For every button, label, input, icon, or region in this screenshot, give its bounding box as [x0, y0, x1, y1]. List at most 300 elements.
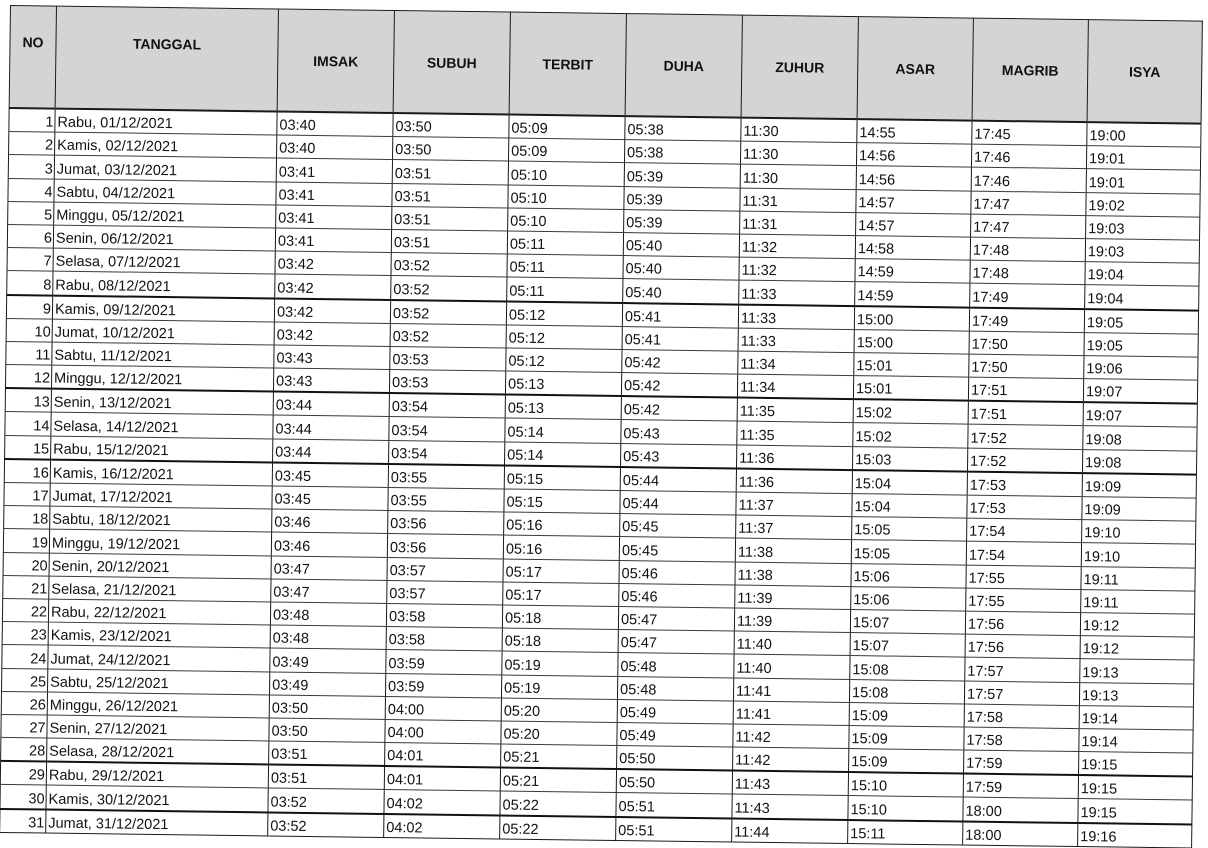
cell-imsak: 03:49 [270, 648, 386, 673]
cell-terbit: 05:15 [504, 489, 620, 514]
cell-magrib: 17:51 [968, 377, 1083, 402]
cell-isya: 19:13 [1079, 682, 1193, 707]
cell-magrib: 17:52 [968, 425, 1083, 450]
cell-tanggal: Sabtu, 04/12/2021 [54, 179, 276, 205]
cell-zuhur: 11:38 [735, 562, 851, 587]
cell-asar: 15:07 [850, 609, 965, 634]
cell-asar: 15:06 [851, 586, 966, 611]
cell-isya: 19:16 [1078, 823, 1192, 848]
cell-duha: 05:43 [621, 443, 737, 468]
cell-asar: 15:06 [851, 563, 966, 588]
cell-zuhur: 11:42 [733, 747, 849, 772]
cell-magrib: 17:46 [971, 144, 1086, 169]
cell-subuh: 03:53 [389, 370, 505, 395]
cell-no: 11 [6, 341, 52, 365]
cell-zuhur: 11:39 [735, 585, 851, 610]
cell-subuh: 04:00 [385, 696, 501, 721]
cell-subuh: 03:54 [389, 440, 505, 465]
cell-imsak: 03:42 [274, 322, 390, 347]
cell-subuh: 03:54 [389, 417, 505, 442]
cell-magrib: 17:57 [965, 657, 1080, 682]
cell-subuh: 03:52 [391, 253, 507, 278]
cell-magrib: 17:58 [964, 727, 1079, 752]
cell-no: 24 [2, 645, 48, 669]
header-zuhur: ZUHUR [741, 15, 858, 119]
cell-no: 26 [1, 691, 47, 715]
cell-magrib: 17:46 [971, 167, 1086, 192]
cell-tanggal: Minggu, 19/12/2021 [49, 529, 271, 555]
cell-duha: 05:39 [624, 163, 740, 188]
cell-asar: 15:02 [853, 399, 968, 424]
cell-isya: 19:05 [1084, 309, 1198, 334]
cell-isya: 19:14 [1079, 728, 1193, 753]
cell-isya: 19:15 [1079, 752, 1193, 777]
cell-asar: 14:57 [856, 189, 971, 214]
cell-tanggal: Rabu, 22/12/2021 [48, 599, 270, 625]
cell-zuhur: 11:33 [738, 304, 854, 329]
cell-duha: 05:50 [616, 769, 732, 794]
cell-tanggal: Senin, 06/12/2021 [53, 225, 275, 251]
cell-zuhur: 11:39 [734, 608, 850, 633]
cell-asar: 15:05 [852, 517, 967, 542]
cell-terbit: 05:12 [506, 325, 622, 350]
cell-terbit: 05:16 [504, 512, 620, 537]
cell-duha: 05:40 [623, 279, 739, 304]
cell-zuhur: 11:36 [736, 468, 852, 493]
cell-tanggal: Rabu, 08/12/2021 [53, 271, 275, 298]
cell-subuh: 03:52 [391, 276, 507, 301]
cell-magrib: 17:57 [964, 681, 1079, 706]
cell-duha: 05:44 [620, 467, 736, 492]
cell-subuh: 03:50 [393, 113, 509, 138]
cell-magrib: 17:50 [969, 354, 1084, 379]
cell-tanggal: Selasa, 28/12/2021 [47, 738, 269, 765]
cell-tanggal: Senin, 20/12/2021 [49, 553, 271, 579]
cell-subuh: 03:51 [391, 229, 507, 254]
cell-subuh: 03:51 [392, 183, 508, 208]
cell-tanggal: Senin, 13/12/2021 [51, 389, 273, 416]
cell-terbit: 05:14 [505, 442, 621, 467]
cell-imsak: 03:45 [272, 462, 388, 487]
cell-terbit: 05:12 [506, 301, 622, 326]
cell-tanggal: Jumat, 24/12/2021 [48, 645, 270, 671]
cell-tanggal: Selasa, 21/12/2021 [49, 576, 271, 602]
cell-no: 5 [8, 201, 54, 225]
cell-tanggal: Sabtu, 18/12/2021 [50, 506, 272, 532]
cell-asar: 15:10 [848, 772, 963, 797]
cell-imsak: 03:44 [273, 392, 389, 417]
cell-isya: 19:07 [1083, 379, 1197, 404]
cell-asar: 15:05 [851, 540, 966, 565]
cell-terbit: 05:13 [505, 395, 621, 420]
cell-terbit: 05:10 [508, 161, 624, 186]
cell-duha: 05:51 [616, 817, 732, 842]
cell-duha: 05:46 [619, 583, 735, 608]
cell-duha: 05:39 [624, 209, 740, 234]
cell-subuh: 03:58 [386, 603, 502, 628]
cell-no: 22 [2, 598, 48, 622]
cell-zuhur: 11:35 [737, 398, 853, 423]
cell-isya: 19:08 [1083, 426, 1197, 451]
header-row [9, 6, 1202, 124]
schedule-body [0, 108, 1201, 848]
cell-zuhur: 11:41 [733, 701, 849, 726]
cell-duha: 05:38 [624, 140, 740, 165]
cell-subuh: 03:50 [393, 137, 509, 162]
cell-subuh: 03:55 [388, 464, 504, 489]
cell-imsak: 03:48 [270, 602, 386, 627]
cell-isya: 19:01 [1086, 169, 1200, 194]
cell-imsak: 03:52 [268, 812, 384, 837]
cell-no: 2 [9, 132, 55, 156]
cell-imsak: 03:44 [273, 415, 389, 440]
cell-subuh: 03:51 [392, 206, 508, 231]
cell-zuhur: 11:34 [737, 374, 853, 399]
cell-zuhur: 11:40 [734, 654, 850, 679]
cell-isya: 19:05 [1084, 332, 1198, 357]
cell-no: 12 [5, 365, 51, 389]
cell-no: 31 [0, 809, 46, 833]
cell-no: 4 [8, 178, 54, 202]
cell-terbit: 05:09 [508, 138, 624, 163]
cell-subuh: 03:53 [390, 346, 506, 371]
cell-asar: 15:09 [849, 749, 964, 774]
cell-isya: 19:10 [1082, 520, 1196, 545]
cell-tanggal: Kamis, 30/12/2021 [46, 785, 268, 812]
cell-duha: 05:44 [620, 491, 736, 516]
cell-tanggal: Kamis, 09/12/2021 [52, 295, 274, 322]
cell-isya: 19:09 [1082, 497, 1196, 522]
cell-no: 27 [1, 714, 47, 738]
cell-zuhur: 11:34 [738, 351, 854, 376]
cell-imsak: 03:46 [271, 532, 387, 557]
cell-no: 29 [0, 761, 46, 785]
cell-magrib: 17:54 [967, 518, 1082, 543]
cell-subuh: 03:52 [390, 323, 506, 348]
cell-duha: 05:45 [619, 537, 735, 562]
cell-magrib: 17:59 [963, 774, 1078, 799]
cell-no: 17 [4, 482, 50, 506]
cell-isya: 19:03 [1085, 239, 1199, 264]
cell-subuh: 03:59 [386, 650, 502, 675]
cell-duha: 05:48 [617, 676, 733, 701]
header-duha: DUHA [625, 14, 742, 118]
cell-isya: 19:04 [1085, 262, 1199, 287]
cell-asar: 15:00 [854, 306, 969, 331]
cell-tanggal: Sabtu, 11/12/2021 [52, 342, 274, 368]
header-terbit: TERBIT [509, 12, 626, 116]
cell-no: 20 [3, 552, 49, 576]
cell-terbit: 05:17 [503, 582, 619, 607]
cell-magrib: 17:48 [970, 237, 1085, 262]
cell-asar: 15:01 [854, 352, 969, 377]
cell-no: 1 [9, 108, 55, 132]
cell-zuhur: 11:32 [739, 234, 855, 259]
cell-isya: 19:08 [1082, 449, 1196, 474]
cell-isya: 19:10 [1081, 543, 1195, 568]
cell-isya: 19:00 [1087, 122, 1201, 147]
cell-tanggal: Selasa, 14/12/2021 [51, 413, 273, 439]
cell-isya: 19:06 [1084, 355, 1198, 380]
prayer-schedule-sheet [0, 5, 1202, 846]
cell-terbit: 05:18 [502, 628, 618, 653]
cell-terbit: 05:10 [508, 185, 624, 210]
cell-asar: 14:57 [856, 212, 971, 237]
cell-duha: 05:47 [618, 630, 734, 655]
cell-no: 21 [3, 575, 49, 599]
cell-isya: 19:03 [1086, 215, 1200, 240]
cell-imsak: 03:49 [269, 671, 385, 696]
cell-imsak: 03:43 [274, 345, 390, 370]
cell-asar: 15:09 [849, 725, 964, 750]
cell-magrib: 18:00 [963, 797, 1078, 822]
cell-isya: 19:07 [1083, 402, 1197, 427]
cell-asar: 15:01 [853, 376, 968, 401]
cell-isya: 19:11 [1081, 566, 1195, 591]
header-imsak: IMSAK [277, 9, 394, 113]
cell-asar: 15:04 [852, 494, 967, 519]
cell-tanggal: Rabu, 29/12/2021 [46, 762, 268, 789]
cell-magrib: 17:58 [964, 704, 1079, 729]
cell-imsak: 03:52 [268, 788, 384, 813]
cell-zuhur: 11:30 [740, 164, 856, 189]
cell-tanggal: Kamis, 02/12/2021 [55, 132, 277, 158]
cell-zuhur: 11:36 [736, 445, 852, 470]
cell-isya: 19:15 [1078, 799, 1192, 824]
cell-isya: 19:02 [1086, 192, 1200, 217]
cell-imsak: 03:41 [276, 205, 392, 230]
cell-asar: 14:59 [855, 259, 970, 284]
cell-asar: 15:11 [848, 820, 963, 845]
cell-no: 16 [4, 459, 50, 483]
cell-duha: 05:42 [622, 349, 738, 374]
cell-magrib: 17:54 [966, 541, 1081, 566]
cell-imsak: 03:41 [276, 158, 392, 183]
cell-no: 30 [0, 785, 46, 809]
cell-zuhur: 11:38 [735, 538, 851, 563]
cell-imsak: 03:47 [271, 556, 387, 581]
cell-magrib: 17:53 [967, 495, 1082, 520]
cell-terbit: 05:12 [506, 348, 622, 373]
cell-zuhur: 11:40 [734, 631, 850, 656]
cell-duha: 05:43 [621, 420, 737, 445]
cell-isya: 19:15 [1078, 775, 1192, 800]
cell-asar: 15:09 [849, 702, 964, 727]
cell-zuhur: 11:31 [740, 188, 856, 213]
cell-terbit: 05:11 [507, 254, 623, 279]
cell-imsak: 03:50 [269, 695, 385, 720]
cell-imsak: 03:46 [272, 509, 388, 534]
cell-no: 6 [7, 224, 53, 248]
cell-magrib: 17:50 [969, 331, 1084, 356]
cell-isya: 19:01 [1086, 146, 1200, 171]
cell-tanggal: Selasa, 07/12/2021 [53, 248, 275, 274]
cell-terbit: 05:14 [505, 418, 621, 443]
cell-subuh: 03:54 [389, 393, 505, 418]
cell-no: 25 [2, 668, 48, 692]
cell-magrib: 17:56 [965, 611, 1080, 636]
cell-magrib: 17:47 [971, 191, 1086, 216]
cell-no: 8 [7, 271, 53, 295]
cell-subuh: 03:55 [388, 487, 504, 512]
cell-terbit: 05:20 [501, 698, 617, 723]
cell-subuh: 03:56 [388, 511, 504, 536]
cell-zuhur: 11:37 [736, 515, 852, 540]
header-no: NO [9, 6, 56, 109]
header-isya: ISYA [1087, 20, 1202, 124]
cell-subuh: 04:02 [384, 790, 500, 815]
cell-duha: 05:49 [617, 699, 733, 724]
cell-duha: 05:40 [623, 232, 739, 257]
cell-imsak: 03:51 [269, 741, 385, 766]
cell-magrib: 17:51 [968, 401, 1083, 426]
cell-magrib: 17:55 [966, 565, 1081, 590]
cell-subuh: 03:59 [385, 673, 501, 698]
cell-imsak: 03:40 [277, 112, 393, 137]
cell-duha: 05:45 [620, 514, 736, 539]
cell-asar: 15:04 [852, 470, 967, 495]
cell-subuh: 03:56 [387, 534, 503, 559]
cell-imsak: 03:42 [275, 251, 391, 276]
cell-duha: 05:49 [617, 722, 733, 747]
cell-magrib: 17:56 [965, 634, 1080, 659]
cell-terbit: 05:11 [507, 277, 623, 302]
cell-isya: 19:04 [1085, 285, 1199, 310]
cell-isya: 19:13 [1080, 659, 1194, 684]
cell-subuh: 03:58 [386, 627, 502, 652]
cell-terbit: 05:13 [505, 371, 621, 396]
cell-subuh: 04:01 [384, 766, 500, 791]
cell-tanggal: Minggu, 12/12/2021 [51, 365, 273, 392]
cell-zuhur: 11:32 [739, 257, 855, 282]
cell-isya: 19:11 [1081, 589, 1195, 614]
cell-zuhur: 11:33 [739, 280, 855, 305]
cell-imsak: 03:47 [271, 579, 387, 604]
cell-asar: 15:07 [850, 633, 965, 658]
cell-zuhur: 11:35 [737, 421, 853, 446]
cell-magrib: 17:59 [964, 750, 1079, 775]
cell-duha: 05:38 [625, 116, 741, 141]
cell-duha: 05:42 [621, 396, 737, 421]
cell-asar: 14:55 [857, 119, 972, 144]
cell-asar: 15:10 [848, 796, 963, 821]
cell-duha: 05:47 [618, 606, 734, 631]
cell-magrib: 17:49 [970, 283, 1085, 308]
cell-asar: 15:00 [854, 329, 969, 354]
cell-imsak: 03:44 [273, 439, 389, 464]
cell-duha: 05:40 [623, 256, 739, 281]
cell-magrib: 17:53 [967, 471, 1082, 496]
cell-asar: 14:58 [855, 236, 970, 261]
prayer-schedule-table [0, 5, 1203, 848]
cell-terbit: 05:19 [502, 651, 618, 676]
cell-zuhur: 11:41 [733, 678, 849, 703]
cell-tanggal: Rabu, 15/12/2021 [51, 436, 273, 463]
cell-terbit: 05:15 [504, 465, 620, 490]
cell-subuh: 04:00 [385, 719, 501, 744]
cell-no: 19 [3, 529, 49, 553]
cell-zuhur: 11:31 [740, 211, 856, 236]
cell-duha: 05:39 [624, 186, 740, 211]
cell-duha: 05:41 [622, 303, 738, 328]
cell-subuh: 03:52 [390, 300, 506, 325]
cell-zuhur: 11:33 [738, 328, 854, 353]
cell-no: 28 [1, 738, 47, 762]
cell-imsak: 03:40 [277, 135, 393, 160]
cell-zuhur: 11:30 [741, 118, 857, 143]
cell-imsak: 03:42 [275, 274, 391, 299]
cell-isya: 19:09 [1082, 473, 1196, 498]
header-tanggal: TANGGAL [55, 6, 278, 111]
cell-subuh: 03:51 [392, 160, 508, 185]
cell-asar: 15:02 [853, 423, 968, 448]
cell-imsak: 03:45 [272, 486, 388, 511]
header-magrib: MAGRIB [972, 18, 1088, 122]
cell-tanggal: Senin, 27/12/2021 [47, 715, 269, 741]
cell-subuh: 03:57 [387, 557, 503, 582]
cell-zuhur: 11:43 [732, 771, 848, 796]
cell-subuh: 04:02 [384, 814, 500, 839]
cell-no: 10 [6, 318, 52, 342]
cell-duha: 05:48 [618, 653, 734, 678]
cell-magrib: 18:00 [963, 821, 1078, 846]
cell-no: 9 [6, 294, 52, 318]
cell-duha: 05:46 [619, 560, 735, 585]
cell-terbit: 05:22 [500, 791, 616, 816]
header-asar: ASAR [857, 17, 973, 121]
cell-no: 3 [8, 155, 54, 179]
cell-imsak: 03:43 [273, 368, 389, 393]
cell-magrib: 17:45 [972, 121, 1087, 146]
cell-asar: 15:08 [850, 656, 965, 681]
cell-tanggal: Kamis, 16/12/2021 [50, 459, 272, 486]
cell-isya: 19:14 [1079, 705, 1193, 730]
cell-imsak: 03:51 [268, 765, 384, 790]
cell-terbit: 05:18 [502, 605, 618, 630]
cell-terbit: 05:22 [500, 815, 616, 840]
cell-no: 23 [2, 622, 48, 646]
cell-no: 13 [5, 388, 51, 412]
cell-tanggal: Sabtu, 25/12/2021 [48, 669, 270, 695]
cell-imsak: 03:42 [274, 298, 390, 323]
cell-subuh: 03:57 [387, 580, 503, 605]
cell-asar: 15:08 [849, 679, 964, 704]
cell-terbit: 05:21 [501, 744, 617, 769]
cell-terbit: 05:09 [509, 115, 625, 140]
header-subuh: SUBUH [393, 11, 510, 115]
cell-zuhur: 11:43 [732, 794, 848, 819]
cell-tanggal: Jumat, 03/12/2021 [54, 155, 276, 181]
cell-duha: 05:42 [621, 373, 737, 398]
cell-asar: 15:03 [852, 446, 967, 471]
cell-duha: 05:51 [616, 793, 732, 818]
cell-magrib: 17:49 [969, 307, 1084, 332]
cell-imsak: 03:41 [275, 228, 391, 253]
cell-isya: 19:12 [1080, 613, 1194, 638]
cell-zuhur: 11:30 [740, 141, 856, 166]
cell-zuhur: 11:44 [732, 818, 848, 843]
cell-tanggal: Rabu, 01/12/2021 [55, 109, 277, 136]
cell-duha: 05:41 [622, 326, 738, 351]
cell-magrib: 17:55 [966, 588, 1081, 613]
cell-tanggal: Kamis, 23/12/2021 [48, 622, 270, 648]
cell-terbit: 05:10 [508, 208, 624, 233]
cell-imsak: 03:41 [276, 182, 392, 207]
cell-tanggal: Jumat, 17/12/2021 [50, 483, 272, 509]
cell-magrib: 17:52 [967, 448, 1082, 473]
cell-imsak: 03:48 [270, 625, 386, 650]
cell-asar: 14:56 [856, 166, 971, 191]
